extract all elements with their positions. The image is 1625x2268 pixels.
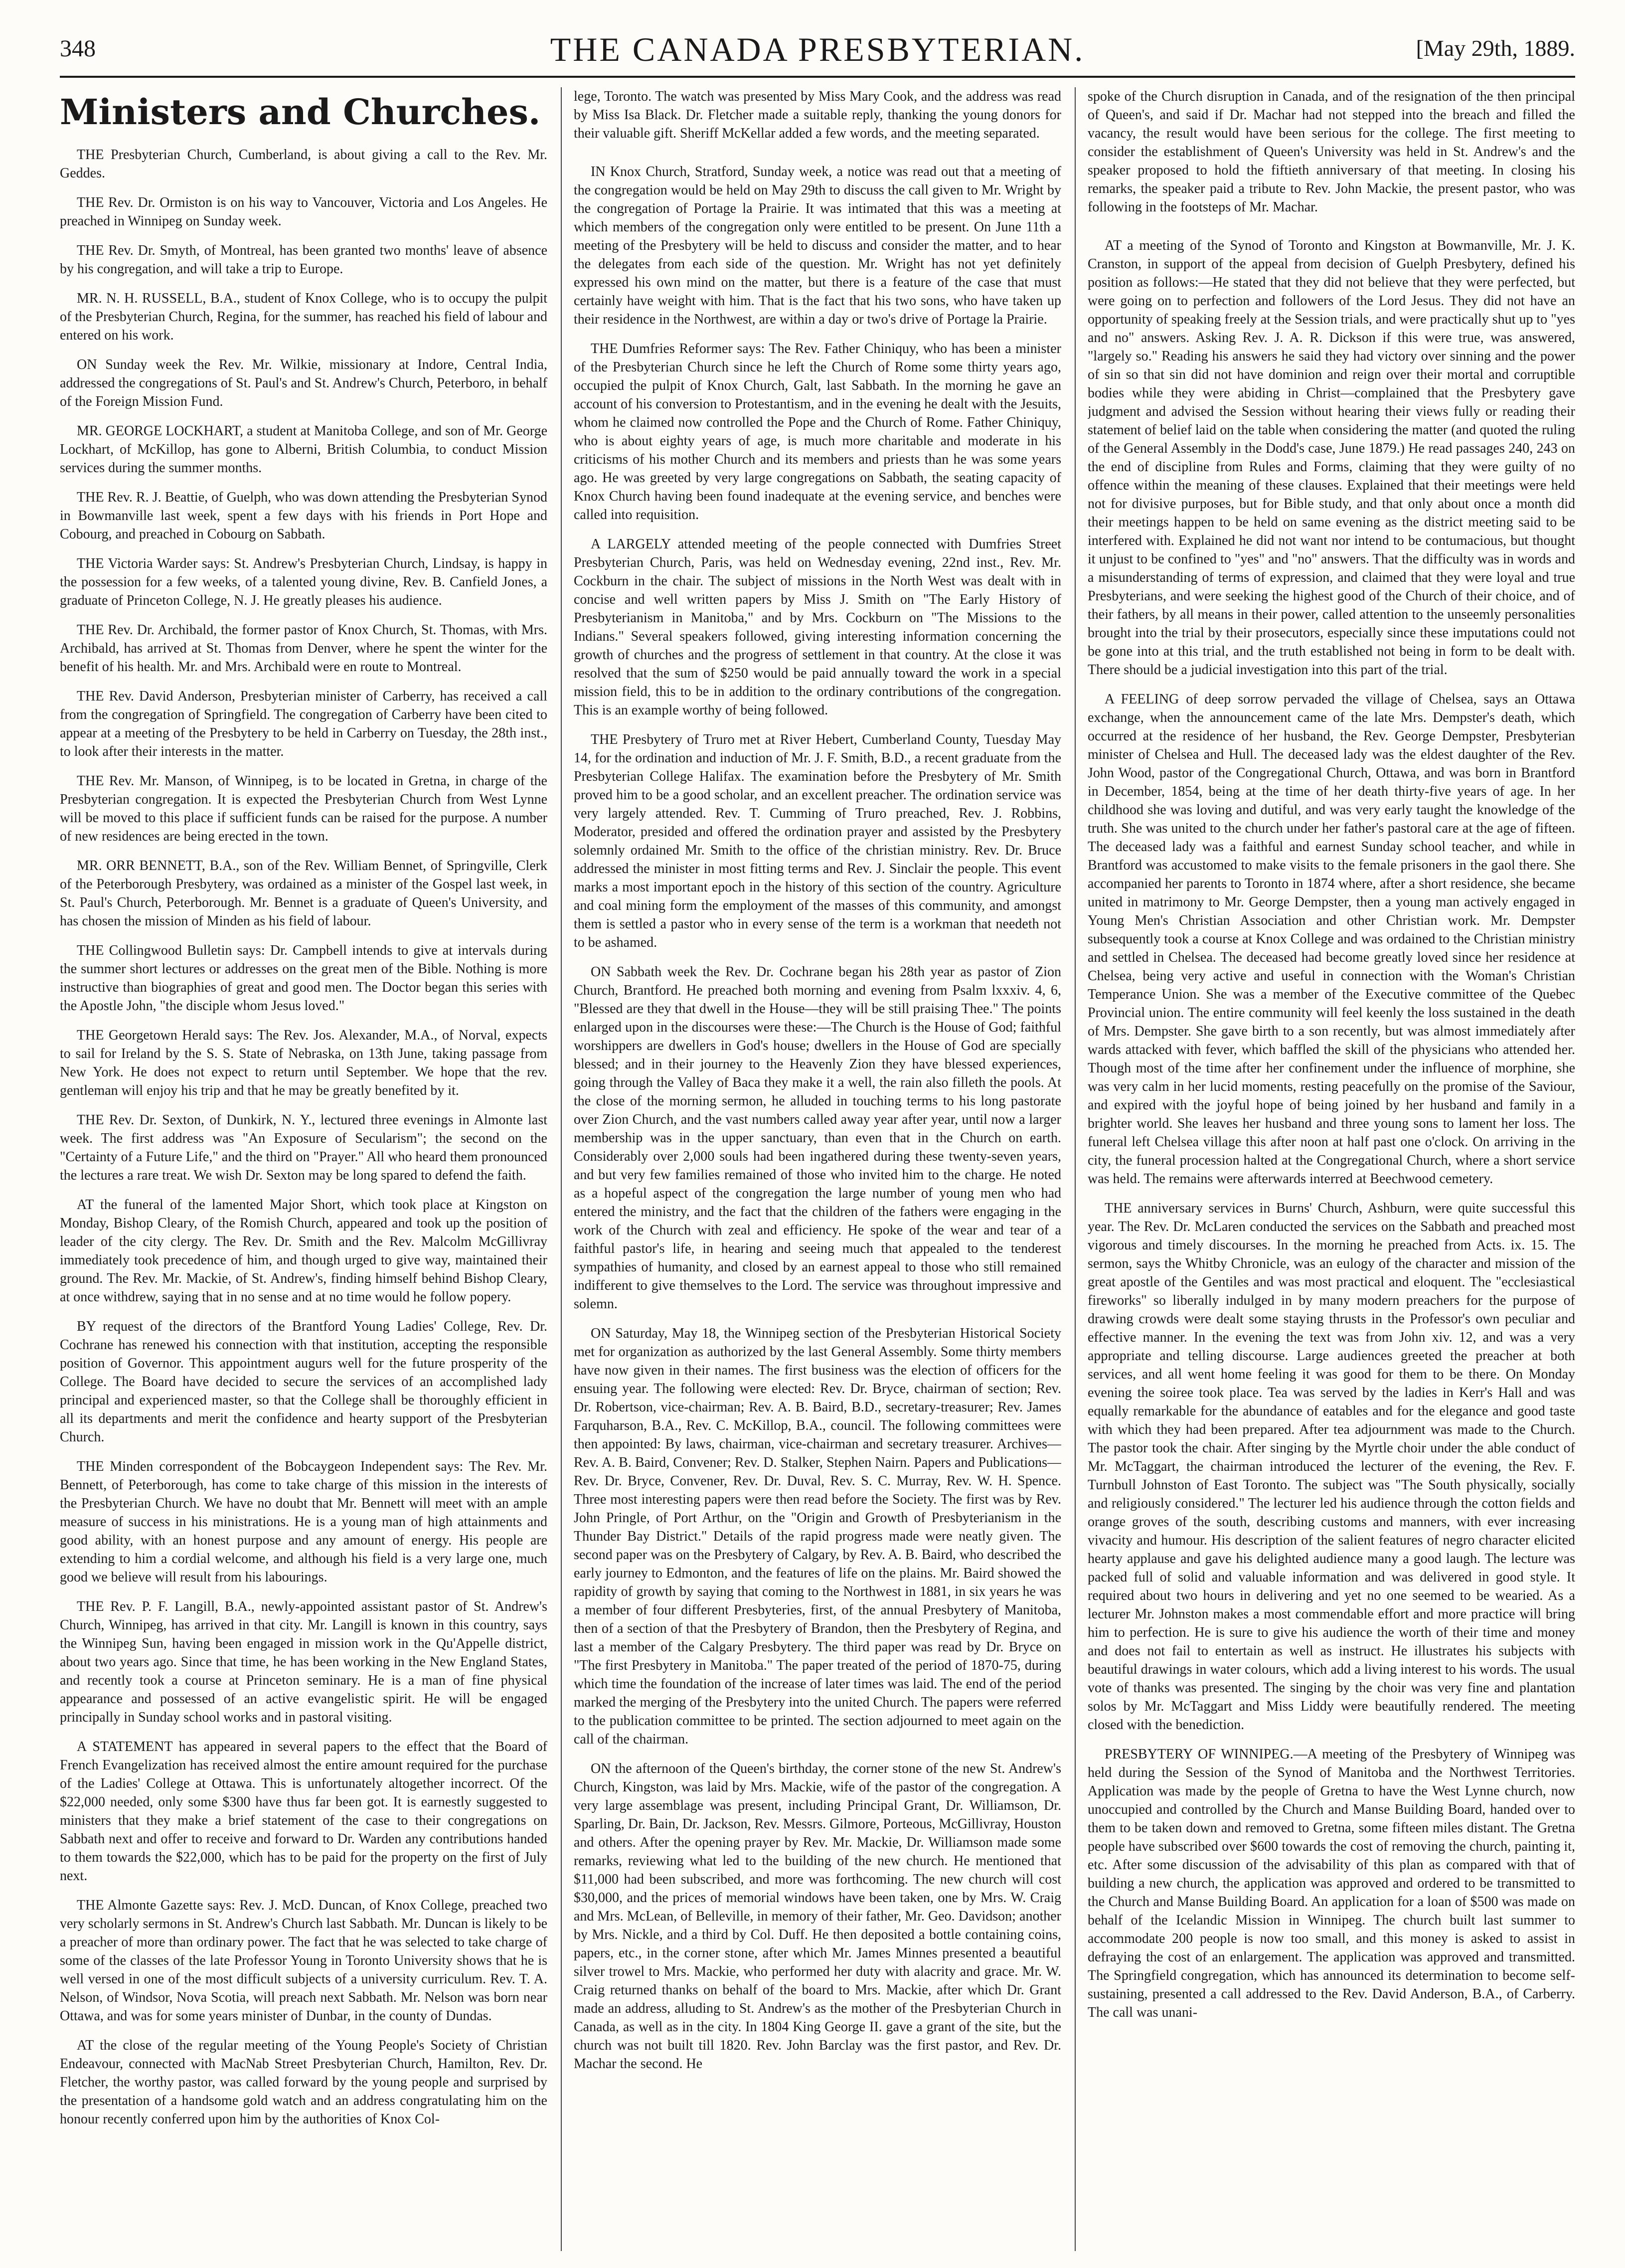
- news-item: IN Knox Church, Stratford, Sunday week, a notice was read out that a meeting of the congregation would be held on May 29th to discuss the call given to Mr. Wright by the congregation of Portage la Prairie. It was intimated that this was a meeting at which members of the congregation only were entitled to be present. On June 11th a meeting of the Presbytery will be held to discuss and consider the matter, and to hear the delegates from each side of the question. Mr. Wright has not yet definitely expressed his own mind on the matter, but there is a feature of the case that must certainly have weight with him. That is the fact that his two sons, who have taken up their residence in the Northwest, are within a day or two's drive of Portage la Prairie.: [574, 164, 1061, 327]
- news-item: THE Rev. R. J. Beattie, of Guelph, who was down attending the Presbyterian Synod in Bowmanville last week, spent a few days with his friends in Port Hope and Cobourg, and preached in Cobourg on Sabbath.: [60, 490, 547, 542]
- news-item: THE Georgetown Herald says: The Rev. Jos. Alexander, M.A., of Norval, expects to sail for Ireland by the S. S. State of Nebraska, on 13th June, taking passage from New York. He does not expect to return until September. We hope that the rev. gentleman will enjoy his trip and that he may be greatly benefited by it.: [60, 1028, 547, 1098]
- continued-paragraph: lege, Toronto. The watch was presented by Miss Mary Cook, and the address was read by Miss Isa Black. Dr. Fletcher made a suitable reply, thanking the young donors for their valuable gift. Sheriff McKellar added a few words, and the meeting separated.: [574, 89, 1061, 141]
- column-3: [1088, 87, 1575, 2251]
- issue-date: [May 29th, 1889.: [1416, 35, 1575, 61]
- article-columns: [60, 87, 1575, 2251]
- news-item: AT a meeting of the Synod of Toronto and Kingston at Bowmanville, Mr. J. K. Cranston, in support of the appeal from decision of Guelph Presbytery, defined his position as follows:—He stated that they did not believe that they were perfected, but were going on to perfection and followers of the Lord Jesus. They did not have an opportunity of speaking freely at the Session trials, and were practically shut up to "yes and no" answers. Asking Rev. J. A. R. Dickson if this were true, was answered, "largely so." Reading his answers he said they had victory over sinning and the power of sin so that sin did not have dominion and reign over their mortal and corruptible bodies while they were abiding in Christ—complained that the Presbytery gave judgment and advised the Session without hearing their views fully or reading their statement of belief laid on the table when considering the matter (and quoted the ruling of the General Assembly in the Dodd's case, June 1879.) He read passages 240, 243 on the end of discipline from Rules and Forms, claiming that they were guilty of no offence within the meaning of these clauses. Explained that their meetings were held not for divisive purposes, but for Bible study, and that only about once a month did their meetings happen to be held on same evening as the district meeting said to be interfered with. Explained he did not want nor intend to be contumacious, but thought it unjust to be confined to "yes" and "no" answers. That the difficulty was in words and a misunderstanding of terms of expression, and claimed that they were loyal and true Presbyterians, and were seeking the highest good of the Church of their choice, and of their fathers, by all means in their power, called attention to the unseemly personalities brought into the trial by their prosecutors, especially since these imputations could not be gone into at this trial, and the truth established not being in form to be dealt with. There should be a judicial investigation into this part of the trial.: [1088, 238, 1575, 678]
- column-2-items: [574, 163, 1061, 2073]
- news-item: AT the close of the regular meeting of the Young People's Society of Christian Endeavour, connected with MacNab Street Presbyterian Church, Hamilton, Rev. Dr. Fletcher, the worthy pastor, was called forward by the young people and surprised by the presentation of a handsome gold watch and an address congratulating him on the honour recently conferred upon him by the authorities of Knox Col-: [60, 2038, 547, 2127]
- news-item: THE Rev. Dr. Smyth, of Montreal, has been granted two months' leave of absence by his congregation, and will take a trip to Europe.: [60, 243, 547, 277]
- news-item: THE Presbytery of Truro met at River Hebert, Cumberland County, Tuesday May 14, for the ordination and induction of Mr. J. F. Smith, B.D., a recent graduate from the Presbyterian College Halifax. The examination before the Presbytery of Mr. Smith proved him to be a good scholar, and an excellent preacher. The ordination service was very largely attended. Rev. T. Cumming of Truro preached, Rev. J. Robbins, Moderator, presided and offered the ordination prayer and assisted by the Presbytery solemnly ordained Mr. Smith to the office of the christian ministry. Rev. Dr. Bruce addressed the minister in most fitting terms and Rev. J. Sinclair the people. This event marks a most important epoch in the history of this section of the country. Agriculture and coal mining form the employment of the masses of this community, and amongst them is settled a pastor who in every sense of the term is a workman that needeth not to be ashamed.: [574, 732, 1061, 950]
- news-item: ON Sabbath week the Rev. Dr. Cochrane began his 28th year as pastor of Zion Church, Brantford. He preached both morning and evening from Psalm lxxxiv. 4, 6, "Blessed are they that dwell in the House—they will be still praising Thee." The points enlarged upon in the discourses were these:—The Church is the House of God; faithful worshippers are dwellers in God's house; dwellers in the House of God are specially blessed; and in their journey to the Heavenly Zion they have blessed experiences, going through the Valley of Baca they make it a well, the rain also filleth the pools. At the close of the morning sermon, he alluded in touching terms to his long pastorate over Zion Church, and the vast numbers called away year after year, until now a larger membership was in the upper sanctuary, than even that in the Church on earth. Considerably over 2,000 souls had been ingathered during these twenty-seven years, and but very few families remained of those who invited him to the charge. He noted as a hopeful aspect of the congregation the large number of young men who had entered the ministry, and the fact that the children of the fathers were engaging in the work of the Church with zeal and efficiency. He spoke of the wear and tear of a faithful pastor's life, in hearing and seeing much that appealed to the tenderest sympathies of humanity, and closed by an earnest appeal to those who still remained indifferent to give themselves to the Lord. The service was throughout impressive and solemn.: [574, 964, 1061, 1312]
- news-item: MR. ORR BENNETT, B.A., son of the Rev. William Bennet, of Springville, Clerk of the Peterborough Presbytery, was ordained as a minister of the Gospel last week, in St. Paul's Church, Peterborough. Mr. Bennet is a graduate of Queen's University, and has chosen the mission of Minden as his field of labour.: [60, 858, 547, 929]
- news-item: THE Rev. P. F. Langill, B.A., newly-appointed assistant pastor of St. Andrew's Church, Winnipeg, has arrived in that city. Mr. Langill is known in this country, says the Winnipeg Sun, having been engaged in mission work in the Qu'Appelle district, about two years ago. Since that time, he has been working in the New England States, and recently took a course at Princeton seminary. He is a man of fine physical appearance and possessed of an active evangelistic spirit. He will be engaged principally in Sunday school works and in pastoral visiting.: [60, 1599, 547, 1725]
- news-item: A FEELING of deep sorrow pervaded the village of Chelsea, says an Ottawa exchange, when the announcement came of the late Mrs. Dempster's death, which occurred at the residence of her husband, the Rev. George Dempster, Presbyterian minister of Chelsea and Hull. The deceased lady was the eldest daughter of the Rev. John Wood, pastor of the Congregational Church, Ottawa, and was born in Brantford in December, 1854, being at the time of her death thirty-five years of age. In her childhood she was loving and dutiful, and was very early taught the knowledge of the truth. She was united to the church under her father's pastoral care at the age of fifteen. The deceased lady was a faithful and earnest Sunday school teacher, and while in Brantford was accustomed to make visits to the female prisoners in the gaol there. She accompanied her parents to Toronto in 1874 where, after a short residence, she became united in matrimony to Mr. George Dempster, then a young man actively engaged in Young Men's Christian Association and other Christian work. Mr. Dempster subsequently took a course at Knox College and was ordained to the Christian ministry and settled in Chelsea. The deceased had become greatly loved since her residence at Chelsea, being very active and useful in connection with the Woman's Christian Temperance Union. She was a member of the Executive committee of the Quebec Provincial union. The entire community will feel keenly the loss sustained in the death of Mrs. Dempster. She gave birth to a son recently, but was almost immediately after wards attacked with fever, which baffled the skill of the physicians who attended her. Though most of the time after her confinement under the influence of morphine, she was very calm in her lucid moments, resting peacefully on the promise of the Saviour, and expired with the joyful hope of being joined by her husband and family in a brighter world. She leaves her husband and three young sons to lament her loss. The funeral left Chelsea village this after noon at half past one o'clock. On arriving in the city, the funeral procession halted at the Congregational Church, where a short service was held. The remains were afterwards interred at Beechwood cemetery.: [1088, 692, 1575, 1187]
- news-item: THE Rev. Dr. Sexton, of Dunkirk, N. Y., lectured three evenings in Almonte last week. The first address was "An Exposure of Secularism"; the second on the "Certainty of a Future Life," and the third on "Prayer." All who heard them pronounced the lectures a rare treat. We wish Dr. Sexton may be long spared to defend the faith.: [60, 1112, 547, 1183]
- masthead: [60, 30, 1575, 75]
- column-1: [60, 87, 547, 2251]
- news-item: PRESBYTERY OF WINNIPEG.—A meeting of the Presbytery of Winnipeg was held during the Session of the Synod of Manitoba and the Northwest Territories. Application was made by the people of Gretna to have the West Lynne church, now unoccupied and controlled by the Church and Manse Building Board, handed over to them to be taken down and removed to Gretna, some fifteen miles distant. The Gretna people have subscribed over $600 towards the cost of removing the church, painting it, etc. After some discussion of the advisability of this plan as compared with that of building a new church, the application was approved and ordered to be transmitted to the Church and Manse Building Board. An application for a loan of $500 was made on behalf of the Icelandic Mission in Winnipeg. The church built last summer to accommodate 200 people is now too small, and this money is asked to assist in defraying the cost of an enlargement. The application was approved and transmitted. The Springfield congregation, which has announced its determination to become self-sustaining, presented a call addressed to the Rev. David Anderson, B.A., of Carberry. The call was unani-: [1088, 1746, 1575, 2020]
- column-1-items: [60, 146, 547, 2128]
- news-item: ON Sunday week the Rev. Mr. Wilkie, missionary at Indore, Central India, addressed the congregations of St. Paul's and St. Andrew's Church, Peterboro, in behalf of the Foreign Mission Fund.: [60, 357, 547, 409]
- news-item: THE Victoria Warder says: St. Andrew's Presbyterian Church, Lindsay, is happy in the possession for a few weeks, of a talented young divine, Rev. B. Canfield Jones, a graduate of Princeton College, N. J. He greatly pleases his audience.: [60, 556, 547, 608]
- column-3-items: [1088, 236, 1575, 2022]
- continued-paragraph: spoke of the Church disruption in Canada, and of the resignation of the then principal of Queen's, and said if Dr. Machar had not stepped into the breach and filled the vacancy, the result would have been serious for the college. The first meeting to consider the establishment of Queen's University was held in St. Andrew's and the speaker proposed to hold the fiftieth anniversary of that meeting. In closing his remarks, the speaker paid a tribute to Rev. John Mackie, the present pastor, who was following in the footsteps of Mr. Machar.: [1088, 89, 1575, 215]
- news-item: THE Almonte Gazette says: Rev. J. McD. Duncan, of Knox College, preached two very scholarly sermons in St. Andrew's Church last Sabbath. Mr. Duncan is likely to be a preacher of more than ordinary power. The fact that he was selected to take charge of some of the classes of the late Professor Young in Toronto University shows that he is well versed in one of the most difficult subjects of a university curriculum. Rev. T. A. Nelson, of Windsor, Nova Scotia, will preach next Sabbath. Mr. Nelson was born near Ottawa, and was for some years minister of Dunbar, in the county of Dundas.: [60, 1898, 547, 2024]
- news-item: ON the afternoon of the Queen's birthday, the corner stone of the new St. Andrew's Church, Kingston, was laid by Mrs. Mackie, wife of the pastor of the congregation. A very large assemblage was present, including Principal Grant, Dr. Williamson, Dr. Sparling, Dr. Bain, Dr. Jackson, Rev. Messrs. Gilmore, Porteous, McGillivray, Houston and others. After the opening prayer by Rev. Mr. Mackie, Dr. Williamson made some remarks, reviewing what led to the building of the new church. He mentioned that $11,000 had been subscribed, and more was forthcoming. The new church will cost $30,000, and the prices of memorial windows have been taken, one by Mrs. W. Craig and Mrs. McLean, of Belleville, in memory of their father, Mr. Geo. Davidson; another by Mrs. Nickle, and a third by Col. Duff. He then deposited a bottle containing coins, papers, etc., in the corner stone, after which Mr. James Minnes presented a beautiful silver trowel to Mrs. Mackie, who performed her duty with alacrity and grace. Mr. W. Craig returned thanks on behalf of the board to Mrs. Mackie, after which Dr. Grant made an address, alluding to St. Andrew's as the mother of the Presbyterian Church in Canada, as well as in the city. In 1804 King George II. gave a grant of the site, but the church was not built till 1820. Rev. John Barclay was the first pastor, and Rev. Dr. Machar the second. He: [574, 1761, 1061, 2072]
- news-item: THE Rev. Dr. Archibald, the former pastor of Knox Church, St. Thomas, with Mrs. Archibald, has arrived at St. Thomas from Denver, where he spent the winter for the benefit of his health. Mr. and Mrs. Archibald were en route to Montreal.: [60, 622, 547, 675]
- column-divider: [1075, 87, 1076, 2251]
- news-item: THE Rev. David Anderson, Presbyterian minister of Carberry, has received a call from the congregation of Springfield. The congregation of Carberry have been cited to appear at a meeting of the Presbytery to be held in Carberry on Tuesday, the 28th inst., to look after their interests in the matter.: [60, 689, 547, 759]
- news-item: A LARGELY attended meeting of the people connected with Dumfries Street Presbyterian Church, Paris, was held on Wednesday evening, 22nd inst., Rev. Mr. Cockburn in the chair. The subject of missions in the North West was dealt with in concise and well written papers by Miss J. Smith on "The Early History of Presbyterianism in Manitoba," and by Mrs. Cockburn on "The Missions to the Indians." Several speakers followed, giving interesting information concerning the growth of churches and the progress of settlement in that country. At the close it was resolved that the sum of $250 would be paid annually toward the work in a special mission field, this to be in addition to the ordinary contributions of the congregation. This is an example worthy of being followed.: [574, 536, 1061, 718]
- news-item: MR. GEORGE LOCKHART, a student at Manitoba College, and son of Mr. George Lockhart, of McKillop, has gone to Alberni, British Columbia, to conduct Mission services during the summer months.: [60, 423, 547, 476]
- masthead-rule: [60, 76, 1575, 78]
- column-divider: [561, 87, 562, 2251]
- page-number: 348: [60, 35, 96, 62]
- section-heading: Ministers and Churches.: [60, 91, 541, 133]
- news-item: THE Dumfries Reformer says: The Rev. Father Chiniquy, who has been a minister of the Presbyterian Church since he left the Church of Rome some thirty years ago, occupied the pulpit of Knox Church, Galt, last Sabbath. In the morning he gave an account of his conversion to Protestantism, and in the evening he dealt with the Jesuits, whom he claimed now controlled the Pope and the Church of Rome. Father Chiniquy, who is about eighty years of age, is much more charitable and moderate in his criticisms of his mother Church and its members and priests than he was some years ago. He was greeted by very large congregations on Sabbath, the seating capacity of Knox Church having been found inadequate at the evening service, and benches were called into requisition.: [574, 341, 1061, 523]
- news-item: AT the funeral of the lamented Major Short, which took place at Kingston on Monday, Bishop Cleary, of the Romish Church, appeared and took up the position of leader of the city clergy. The Rev. Dr. Smith and the Rev. Malcolm McGillivray immediately took precedence of him, and though urged to give way, maintained their ground. The Rev. Mr. Mackie, of St. Andrew's, finding himself behind Bishop Cleary, at once withdrew, saying that in no sense and at no time would he follow popery.: [60, 1197, 547, 1305]
- news-item: ON Saturday, May 18, the Winnipeg section of the Presbyterian Historical Society met for organization as authorized by the last General Assembly. Some thirty members have now given in their names. The first business was the election of officers for the ensuing year. The following were elected: Rev. Dr. Bryce, chairman of section; Rev. Dr. Robertson, vice-chairman; Rev. A. B. Baird, B.D., secretary-treasurer; Rev. James Farquharson, B.A., Rev. C. McKillop, B.A., council. The following committees were then appointed: By laws, chairman, vice-chairman and secretary treasurer. Archives—Rev. A. B. Baird, Convener; Rev. D. Stalker, Stephen Nairn. Papers and Publications—Rev. Dr. Bryce, Convener, Rev. Dr. Duval, Rev. S. C. Murray, Rev. W. H. Spence. Three most interesting papers were then read before the Society. The first was by Rev. John Pringle, of Port Arthur, on the "Origin and Growth of Presbyterianism in the Thunder Bay District." Details of the rapid progress made were neatly given. The second paper was on the Presbytery of Calgary, by Rev. A. B. Baird, who described the early journey to Edmonton, and the features of life on the plains. Mr. Baird showed the rapidity of growth by saying that coming to the Northwest in 1881, in six years he was a member of four different Presbyteries, first, of the annual Presbytery of Manitoba, then of a section of that the Presbytery of Brandon, then the Presbytery of Regina, and last a member of the Calgary Presbytery. The third paper was read by Dr. Bryce on "The first Presbytery in Manitoba." The paper treated of the period of 1870-75, during which time the foundation of the increase of later times was laid. The end of the period marked the merging of the Presbytery into the united Church. The papers were referred to the publication committee to be printed. The section adjourned to meet again on the call of the chairman.: [574, 1326, 1061, 1747]
- news-item: THE Rev. Mr. Manson, of Winnipeg, is to be located in Gretna, in charge of the Presbyterian congregation. It is expected the Presbyterian Church from West Lynne will be moved to this place if sufficient funds can be raised for the purpose. A number of new residences are being erected in the town.: [60, 773, 547, 844]
- news-item: THE Collingwood Bulletin says: Dr. Campbell intends to give at intervals during the summer short lectures or addresses on the great men of the Bible. Nothing is more instructive than biographies of great and good men. The Doctor began this series with the Apostle John, "the disciple whom Jesus loved.": [60, 943, 547, 1014]
- column-2: [574, 87, 1061, 2251]
- news-item: THE anniversary services in Burns' Church, Ashburn, were quite successful this year. The Rev. Dr. McLaren conducted the services on the Sabbath and preached most vigorous and timely discourses. In the morning he preached from Acts. ix. 15. The sermon, says the Whitby Chronicle, was an eulogy of the character and mission of the great apostle of the Gentiles and was most practical and eloquent. The "ecclesiastical fireworks" so liberally indulged in by many modern preachers for the purpose of drawing crowds were dealt some staying thrusts in the Professor's own peculiar and effective manner. In the evening the text was from John xiv. 12, and was a very appropriate and telling discourse. Large audiences greeted the preacher at both services, and all went home feeling it was good for them to be there. On Monday evening the soiree took place. Tea was served by the ladies in Kerr's Hall and was equally remarkable for the abundance of eatables and for the elegance and good taste with which they had been prepared. After tea adjournment was made to the Church. The pastor took the chair. After singing by the Myrtle choir under the able conduct of Mr. McTaggart, the chairman introduced the lecturer of the evening, the Rev. F. Turnbull Johnston of East Toronto. The subject was "The South physically, socially and religiously considered." The lecturer led his audience through the cotton fields and orange groves of the south, describing customs and manners, with ever increasing vivacity and humour. His description of the salient features of negro character elicited hearty applause and gave his delighted audience many a good laugh. The lecture was packed full of solid and valuable information and was delivered in good style. It required about two hours in delivering and yet no one seemed to be wearied. As a lecturer Mr. Johnston makes a most commendable effort and more practice will bring him to perfection. He is sure to give his audience the worth of their time and money and does not fail to entertain as well as instruct. He illustrates his subjects with beautiful drawings in water colours, which add a living interest to his words. The usual vote of thanks was presented. The singing by the choir was very fine and plantation solos by Mr. McTaggart and Miss Liddy were beautifully rendered. The meeting closed with the benediction.: [1088, 1201, 1575, 1733]
- news-item: BY request of the directors of the Brantford Young Ladies' College, Rev. Dr. Cochrane has renewed his connection with that institution, accepting the responsible position of Governor. This appointment augurs well for the future prosperity of the College. The Board have decided to secure the services of an accomplished lady principal and experienced master, so that the College shall be thoroughly efficient in all its departments and merit the confidence and hearty support of the Presbyterian Church.: [60, 1319, 547, 1445]
- news-item: THE Rev. Dr. Ormiston is on his way to Vancouver, Victoria and Los Angeles. He preached in Winnipeg on Sunday week.: [60, 195, 547, 229]
- news-item: THE Minden correspondent of the Bobcaygeon Independent says: The Rev. Mr. Bennett, of Peterborough, has come to take charge of this mission in the interests of the Presbyterian Church. We have no doubt that Mr. Bennett will meet with an ample measure of success in his ministrations. He is a young man of high attainments and good ability, with an honest purpose and any amount of energy. His people are extending to him a cordial welcome, and although his field is a very large one, much good we believe will result from his labourings.: [60, 1459, 547, 1585]
- news-item: A STATEMENT has appeared in several papers to the effect that the Board of French Evangelization has received almost the entire amount required for the purchase of the Ladies' College at Ottawa. This is unfortunately altogether incorrect. Of the $22,000 needed, only some $300 have thus far been got. It is earnestly suggested to ministers that they make a brief statement of the case to their congregations on Sabbath next and offer to receive and forward to Dr. Warden any contributions handed to them towards the $22,000, which has to be paid for the property on the first of July next.: [60, 1739, 547, 1884]
- newspaper-title: THE CANADA PRESBYTERIAN.: [550, 30, 1085, 68]
- news-item: THE Presbyterian Church, Cumberland, is about giving a call to the Rev. Mr. Geddes.: [60, 147, 547, 181]
- news-item: MR. N. H. RUSSELL, B.A., student of Knox College, who is to occupy the pulpit of the Presbyterian Church, Regina, for the summer, has reached his field of labour and entered on his work.: [60, 291, 547, 343]
